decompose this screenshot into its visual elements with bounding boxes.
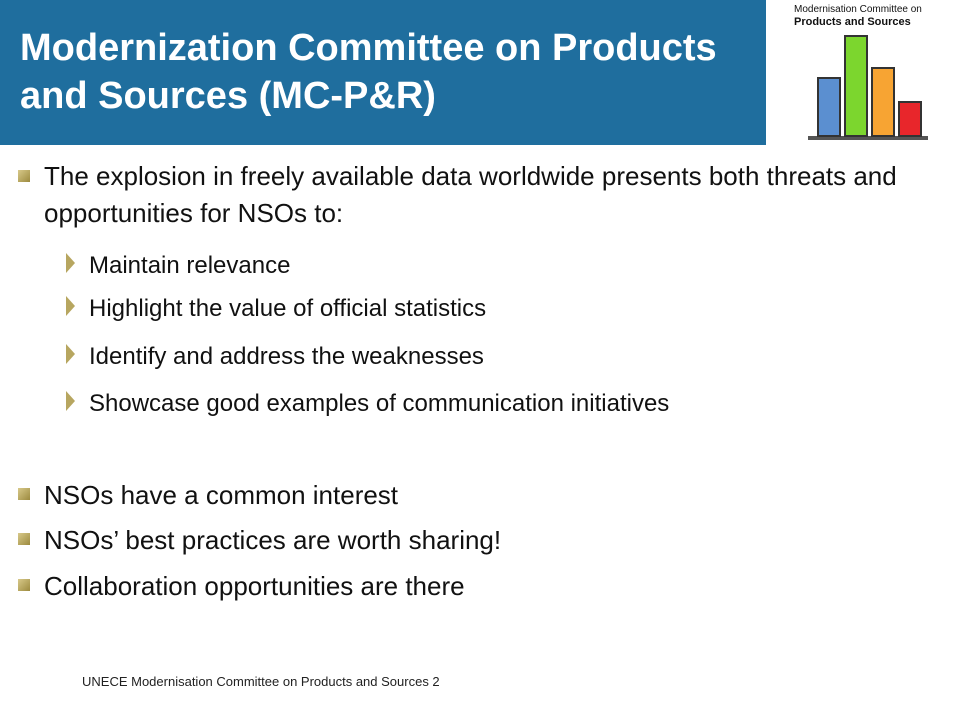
intro-bullet: The explosion in freely available data worldwide presents both threats and opportunities for NSOs to: xyxy=(44,161,897,228)
chevron-right-icon xyxy=(66,344,75,364)
square-bullet-icon xyxy=(18,170,30,182)
main-bullet: Collaboration opportunities are there xyxy=(44,571,465,601)
square-bullet-icon xyxy=(18,533,30,545)
square-bullet-icon xyxy=(18,579,30,591)
square-bullet-icon xyxy=(18,488,30,500)
main-bullet: NSOs’ best practices are worth sharing! xyxy=(44,525,502,555)
sub-bullet: Maintain relevance xyxy=(89,252,291,279)
chevron-right-icon xyxy=(66,296,75,316)
main-bullet: NSOs have a common interest xyxy=(44,480,399,510)
sub-bullet: Identify and address the weaknesses xyxy=(89,343,484,370)
slide-footer: UNECE Modernisation Committee on Products and Sources 2 xyxy=(82,674,440,689)
chevron-right-icon xyxy=(66,253,75,273)
sub-bullet: Showcase good examples of communication initiatives xyxy=(89,390,670,417)
logo-line-1: Modernisation Committee on xyxy=(794,4,922,15)
logo-line-2: Products and Sources xyxy=(794,16,911,28)
sub-bullet: Highlight the value of official statistics xyxy=(89,295,487,322)
chevron-right-icon xyxy=(66,391,75,411)
slide-title: Modernization Committee on Products and Sources (MC-P&R) xyxy=(20,27,717,117)
